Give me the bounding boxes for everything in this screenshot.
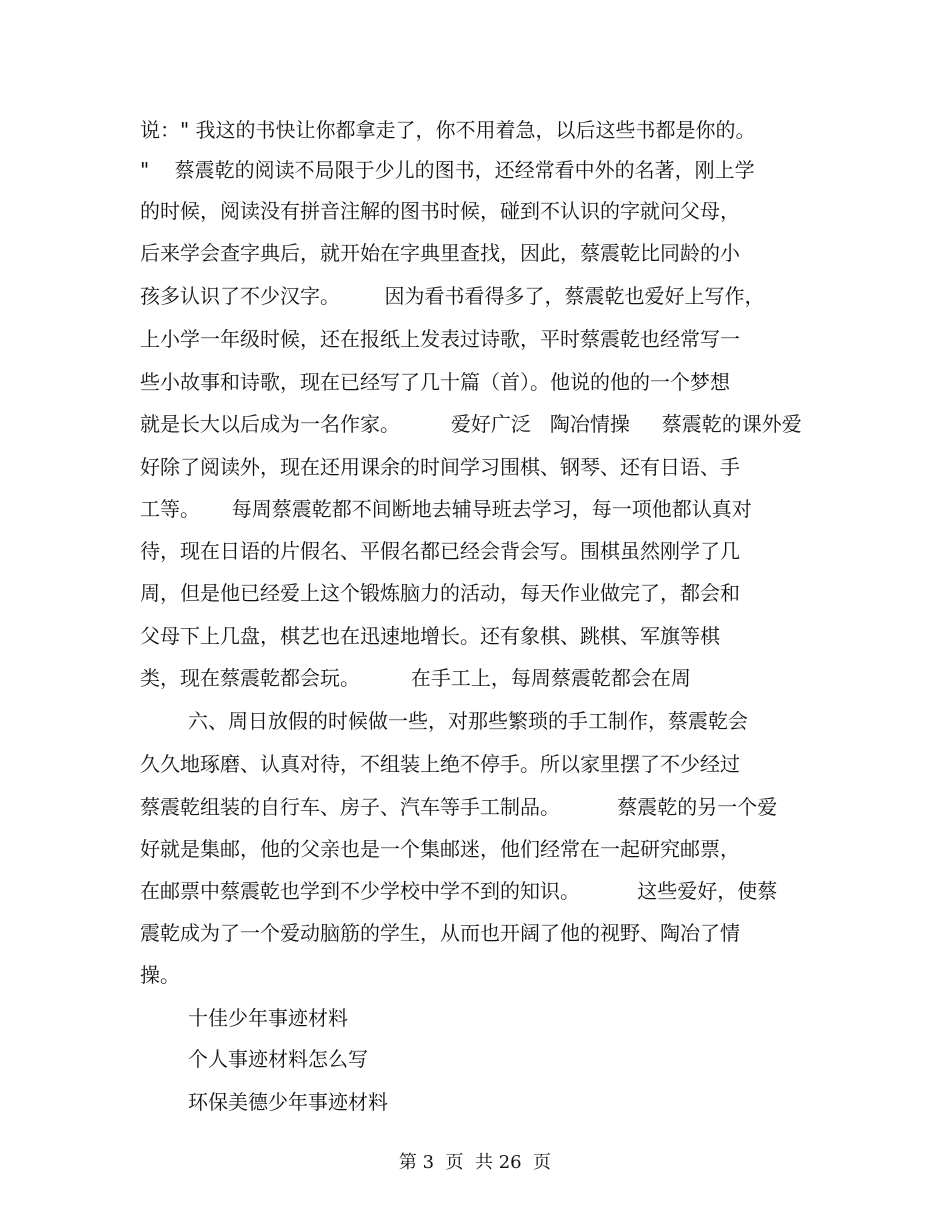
text-line-17: 蔡震乾组装的自行车、房子、汽车等手工制品。 蔡震乾的另一个爱 bbox=[140, 795, 778, 819]
related-link-3: 环保美德少年事迹材料 bbox=[188, 1090, 388, 1114]
related-link-1: 十佳少年事迹材料 bbox=[188, 1006, 348, 1030]
text-line-19: 在邮票中蔡震乾也学到不少学校中学不到的知识。 这些爱好，使蔡 bbox=[140, 879, 778, 903]
text-line-3: 的时候，阅读没有拼音注解的图书时候，碰到不认识的字就问父母， bbox=[140, 199, 740, 223]
text-line-18: 好就是集邮，他的父亲也是一个集邮迷，他们经常在一起研究邮票， bbox=[140, 837, 740, 861]
text-line-13: 父母下上几盘，棋艺也在迅速地增长。还有象棋、跳棋、军旗等棋 bbox=[140, 624, 720, 648]
text-line-4: 后来学会查字典后，就开始在字典里查找，因此，蔡震乾比同龄的小 bbox=[140, 241, 740, 265]
text-line-7: 些小故事和诗歌，现在已经写了几十篇（首）。他说的他的一个梦想 bbox=[140, 370, 730, 394]
text-line-21: 操。 bbox=[140, 963, 180, 987]
text-line-16: 久久地琢磨、认真对待，不组装上绝不停手。所以家里摆了不少经过 bbox=[140, 752, 740, 776]
text-line-6: 上小学一年级时候，还在报纸上发表过诗歌，平时蔡震乾也经常写一 bbox=[140, 327, 740, 351]
page-footer: 第 3 页 共 26 页 bbox=[398, 1152, 552, 1173]
text-line-1: 说：" 我这的书快让你都拿走了，你不用着急，以后这些书都是你的。 bbox=[140, 118, 756, 142]
text-line-15: 六、周日放假的时候做一些，对那些繁琐的手工制作，蔡震乾会 bbox=[188, 709, 748, 733]
text-line-10: 工等。 每周蔡震乾都不间断地去辅导班去学习，每一项他都认真对 bbox=[140, 497, 752, 521]
related-link-2: 个人事迹材料怎么写 bbox=[188, 1047, 368, 1071]
text-line-9: 好除了阅读外，现在还用课余的时间学习围棋、钢琴、还有日语、手 bbox=[140, 455, 740, 479]
text-line-11: 待，现在日语的片假名、平假名都已经会背会写。围棋虽然刚学了几 bbox=[140, 539, 740, 563]
text-line-8: 就是长大以后成为一名作家。 爱好广泛 陶冶情操 蔡震乾的课外爱 bbox=[140, 412, 802, 436]
text-line-2: " 蔡震乾的阅读不局限于少儿的图书，还经常看中外的名著，刚上学 bbox=[140, 158, 755, 182]
text-line-14: 类，现在蔡震乾都会玩。 在手工上，每周蔡震乾都会在周 bbox=[140, 666, 691, 690]
text-line-5: 孩多认识了不少汉字。 因为看书看得多了，蔡震乾也爱好上写作， bbox=[140, 284, 765, 308]
text-line-20: 震乾成为了一个爱动脑筋的学生，从而也开阔了他的视野、陶冶了情 bbox=[140, 921, 740, 945]
text-line-12: 周，但是他已经爱上这个锻炼脑力的活动，每天作业做完了，都会和 bbox=[140, 581, 740, 605]
